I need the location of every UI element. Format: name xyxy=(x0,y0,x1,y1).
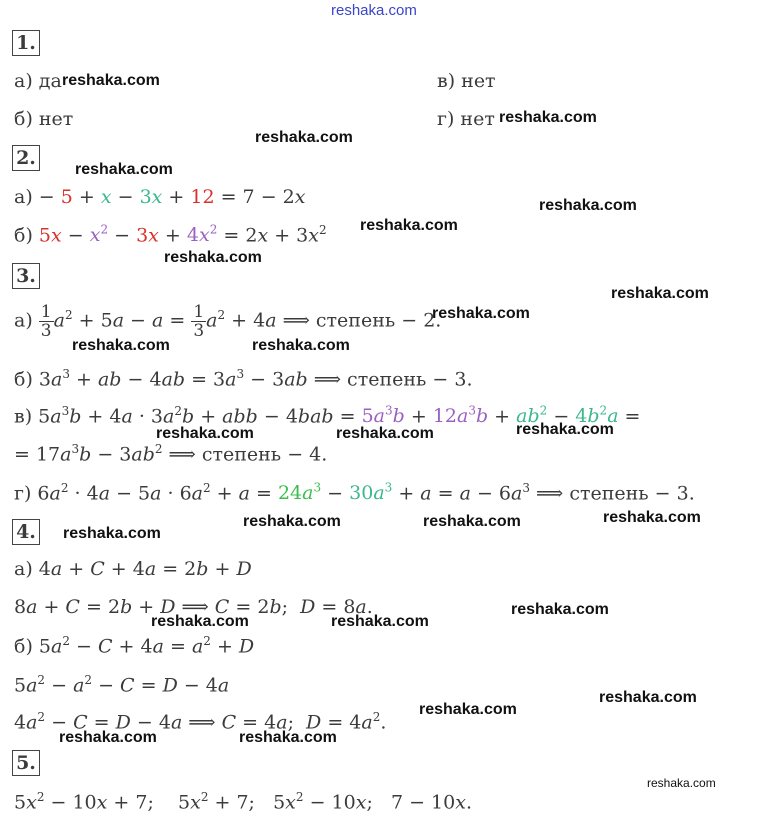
watermark: reshaka.com xyxy=(151,613,249,630)
task2-b-equation: б) $5x - x^2 - 3x + 4x^2 = 2x + 3x^2$ xyxy=(14,223,327,247)
task3-v-equation-line2: = $17a^3b - 3ab^2$ ⟹ степень − 4. xyxy=(14,442,328,466)
watermark: reshaka.com xyxy=(611,285,709,302)
watermark: reshaka.com xyxy=(419,701,517,718)
task3-v-equation-line1: в) $5a^3b + 4a \cdot 3a^2b$ + abb − $4bab = 5a^3b + 12a^3b + ab^2 - 4b^2a$ = xyxy=(14,404,641,428)
task4-b-line1: б) $5a^2 - C + 4a = a^2 + D$ xyxy=(14,634,255,658)
watermark: reshaka.com xyxy=(255,129,353,146)
task5-expressions: $5x^2 - 10x + 7$; $5x^2 + 7$; $5x^2 - 10x$; 7 − 10x. xyxy=(14,790,472,814)
task1-a: а) да xyxy=(14,70,62,92)
section-number-1: 1. xyxy=(12,30,40,56)
watermark: reshaka.com xyxy=(423,513,521,530)
watermark: reshaka.com xyxy=(164,249,262,266)
task4-b-line3: $4a^2 - C = D - 4a$ ⟹ C = 4a; $D = 4a^2$. xyxy=(14,710,387,734)
task1-b: б) нет xyxy=(14,108,74,130)
task2-a-equation: а) − 5 + x − 3x + 12 = 7 − 2x xyxy=(14,186,306,208)
task3-a-equation: а) $\frac{1}{3}$ $a^2 + 5a - a$ = $\frac{1}{3}$ $a^2 + 4a$ ⟹ степень − 2. xyxy=(14,302,442,341)
task4-a-line1: а) 4a + C + 4a = 2b + D xyxy=(14,558,252,580)
watermark: reshaka.com xyxy=(647,776,716,790)
watermark: reshaka.com xyxy=(72,337,170,354)
watermark: reshaka.com xyxy=(59,729,157,746)
section-number-5: 5. xyxy=(12,750,40,776)
watermark: reshaka.com xyxy=(243,513,341,530)
watermark: reshaka.com xyxy=(62,72,160,89)
task1-g: г) нет xyxy=(437,108,495,130)
watermark: reshaka.com xyxy=(511,601,609,618)
watermark-top: reshaka.com xyxy=(331,2,417,19)
section-number-3: 3. xyxy=(12,263,40,289)
fraction-one-third: $\frac{1}{3}$ xyxy=(40,302,52,341)
task4-a-line2: 8a + C = 2b + D ⟹ C = 2b; D = 8a. xyxy=(14,596,373,618)
watermark: reshaka.com xyxy=(156,425,254,442)
watermark: reshaka.com xyxy=(539,197,637,214)
watermark: reshaka.com xyxy=(331,613,429,630)
task1-v: в) нет xyxy=(437,70,496,92)
watermark: reshaka.com xyxy=(599,689,697,706)
section-number-2: 2. xyxy=(12,145,40,171)
watermark: reshaka.com xyxy=(336,425,434,442)
watermark: reshaka.com xyxy=(432,305,530,322)
watermark: reshaka.com xyxy=(239,729,337,746)
task3-g-equation: г) $6a^2 \cdot 4a - 5a \cdot 6a^2 + a = 24a^3 - 30a^3 + a = a - 6a^3$ ⟹ степень − 3. xyxy=(14,481,695,505)
watermark: reshaka.com xyxy=(252,337,350,354)
watermark: reshaka.com xyxy=(63,525,161,542)
task3-b-equation: б) $3a^3$ + ab − $4ab = 3a^3 - 3ab$ ⟹ степень − 3. xyxy=(14,367,473,391)
watermark: reshaka.com xyxy=(360,217,458,234)
fraction-one-third: $\frac{1}{3}$ xyxy=(193,302,205,341)
watermark: reshaka.com xyxy=(603,509,701,526)
watermark: reshaka.com xyxy=(75,161,173,178)
watermark: reshaka.com xyxy=(516,421,614,438)
section-number-4: 4. xyxy=(12,519,40,545)
task4-b-line2: $5a^2 - a^2 - C = D - 4a$ xyxy=(14,673,230,697)
watermark: reshaka.com xyxy=(499,109,597,126)
